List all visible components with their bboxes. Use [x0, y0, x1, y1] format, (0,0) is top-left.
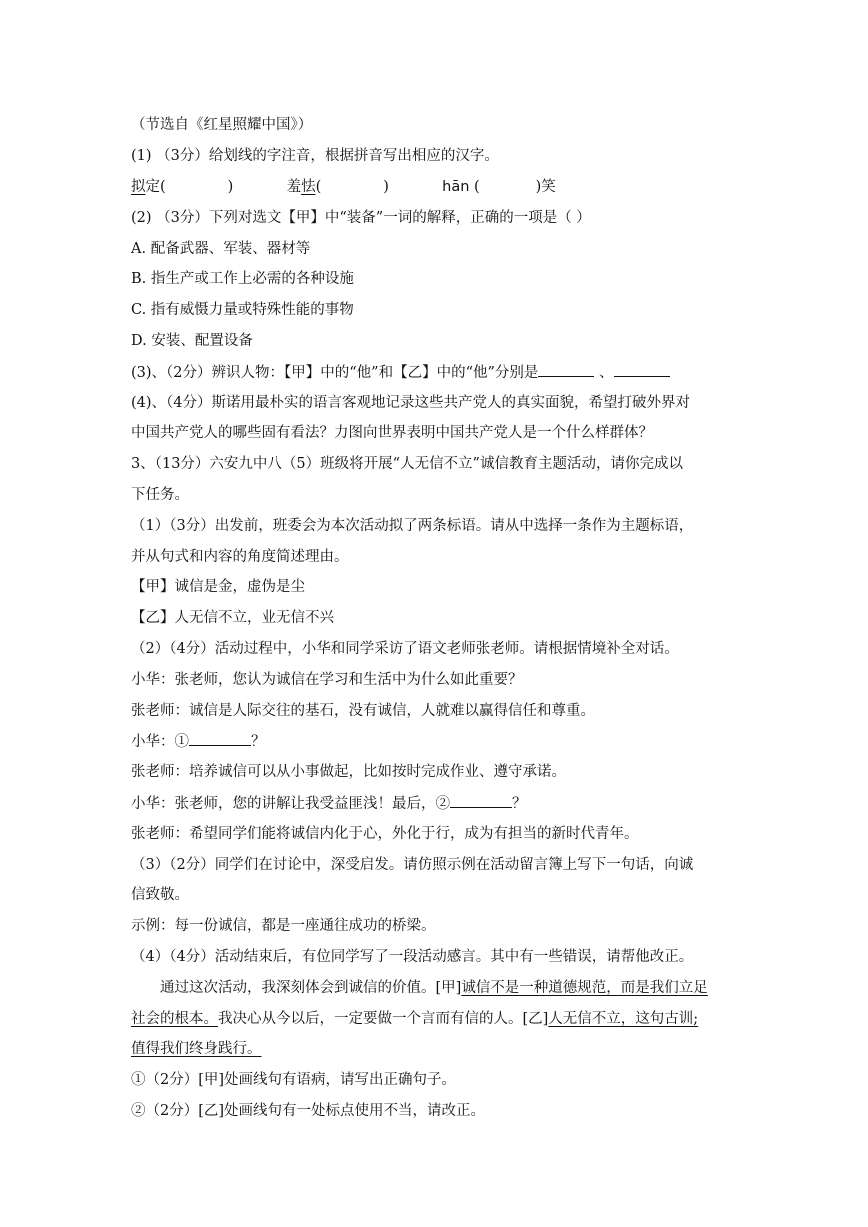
task3-line-2: 信致敬。 — [131, 887, 189, 903]
task1-line-1: （1）（3分）出发前，班委会为本次活动拟了两条标语。请从中选择一条作为主题标语， — [131, 518, 694, 534]
reflection-line-1 — [160, 977, 708, 999]
dialogue-5-prefix: 小华：张老师，您的讲解让我受益匪浅！最后，② — [131, 796, 450, 812]
dialogue-line-5 — [131, 792, 527, 815]
reflection-sentence-yi-end: 值得我们终身践行。 — [131, 1041, 262, 1057]
q1-item2-pre: 羞 — [286, 179, 302, 195]
q2-option-b: B. 指生产或工作上必需的各种设施 — [131, 271, 354, 287]
slogan-jia: 【甲】诚信是金，虚伪是尘 — [131, 579, 305, 595]
q1-item3-pinyin: hān — [442, 179, 470, 195]
q4-line-1: (4)、（4分）斯诺用最朴实的语言客观地记录这些共产党人的真实面貌，希望打破外界对 — [131, 395, 691, 411]
task4-question-a: ①（2分）[甲]处画线句有语病，请写出正确句子。 — [131, 1072, 457, 1088]
q1-item3-open: ( — [474, 179, 480, 195]
q1-stem: (1) （3分）给划线的字注音，根据拼音写出相应的汉字。 — [131, 148, 499, 164]
task3-example: 示例：每一份诚信，都是一座通往成功的桥梁。 — [131, 918, 436, 934]
q1-item3-close: ) — [535, 179, 542, 195]
dialogue-3-prefix: 小华：① — [131, 734, 189, 750]
dialogue-3-suffix: ？ — [251, 734, 266, 750]
q1-item1-underlined-char: 拟 — [131, 179, 146, 195]
q2-stem: (2) （3分）下列对选文【甲】中“装备”一词的解释，正确的一项是（ ） — [131, 210, 591, 226]
dialogue-line-4: 张老师：培养诚信可以从小事做起，比如按时完成作业、遵守承诺。 — [131, 764, 566, 780]
dialogue-line-1: 小华：张老师，您认为诚信在学习和生活中为什么如此重要？ — [131, 672, 523, 688]
task4-question-b: ②（2分）[乙]处画线句有一处标点使用不当，请改正。 — [131, 1103, 486, 1119]
q1-item2-underlined-char: 怯 — [301, 179, 316, 195]
slogan-yi: 【乙】人无信不立，业无信不兴 — [131, 610, 334, 626]
q1-item2-rest: ( — [315, 179, 322, 195]
section3-line-2: 下任务。 — [131, 487, 189, 503]
reflection-line-2 — [131, 1008, 698, 1030]
task2-stem: （2）（4分）活动过程中，小华和同学采访了语文老师张老师。请根据情境补全对话。 — [131, 641, 679, 657]
q3-line — [131, 361, 670, 384]
task1-line-2: 并从句式和内容的角度简述理由。 — [131, 549, 349, 565]
q1-item3-tail: 笑 — [541, 179, 556, 195]
dialogue-blank-2[interactable] — [450, 792, 512, 808]
dialogue-line-3 — [131, 730, 266, 753]
q1-items — [131, 176, 556, 198]
reflection-sentence-jia: 诚信不是一种道德规范，而是我们立足 — [461, 980, 708, 996]
q2-option-d: D. 安装、配置设备 — [131, 333, 253, 349]
dialogue-line-2: 张老师：诚信是人际交往的基石，没有诚信，人就难以赢得信任和尊重。 — [131, 703, 595, 719]
reflection-2-mid: 我决心从今以后，一定要做一个言而有信的人。[乙] — [218, 1011, 549, 1027]
q4-line-2: 中国共产党人的哪些固有看法？力图向世界表明中国共产党人是一个什么样群体？ — [131, 425, 653, 441]
q1-item1-close: ) — [227, 179, 234, 195]
reflection-1-pre: 通过这次活动，我深刻体会到诚信的价值。[甲] — [160, 980, 462, 996]
q3-separator: 、 — [599, 365, 614, 381]
q1-item1-rest: 定( — [145, 179, 166, 195]
section3-line-1: 3、（13分）六安九中八（5）班级将开展“人无信不立”诚信教育主题活动，请你完成以 — [131, 456, 683, 472]
dialogue-line-6: 张老师：希望同学们能将诚信内化于心，外化于行，成为有担当的新时代青年。 — [131, 826, 639, 842]
reflection-sentence-jia-end: 社会的根本。 — [131, 1011, 218, 1027]
reflection-line-3 — [131, 1038, 262, 1060]
q3-blank-1[interactable] — [538, 361, 594, 377]
q2-option-a: A. 配备武器、军装、器材等 — [131, 241, 311, 257]
task4-stem: （4）（4分）活动结束后，有位同学写了一段活动感言。其中有一些错误，请帮他改正。 — [131, 949, 694, 965]
dialogue-blank-1[interactable] — [189, 730, 251, 746]
dialogue-5-suffix: ？ — [512, 796, 527, 812]
q3-stem: (3)、（2分）辨识人物：【甲】中的“他”和【乙】中的“他”分别是 — [131, 365, 539, 381]
task3-line-1: （3）（2分）同学们在讨论中，深受启发。请仿照示例在活动留言簿上写下一句话，向诚 — [131, 857, 694, 873]
reflection-sentence-yi: 人无信不立，这句古训; — [548, 1011, 699, 1027]
source-note: （节选自《红星照耀中国》） — [131, 117, 313, 133]
q3-blank-2[interactable] — [614, 361, 670, 377]
q2-option-c: C. 指有威慑力量或特殊性能的事物 — [131, 302, 354, 318]
q1-item2-close: ) — [383, 179, 389, 195]
